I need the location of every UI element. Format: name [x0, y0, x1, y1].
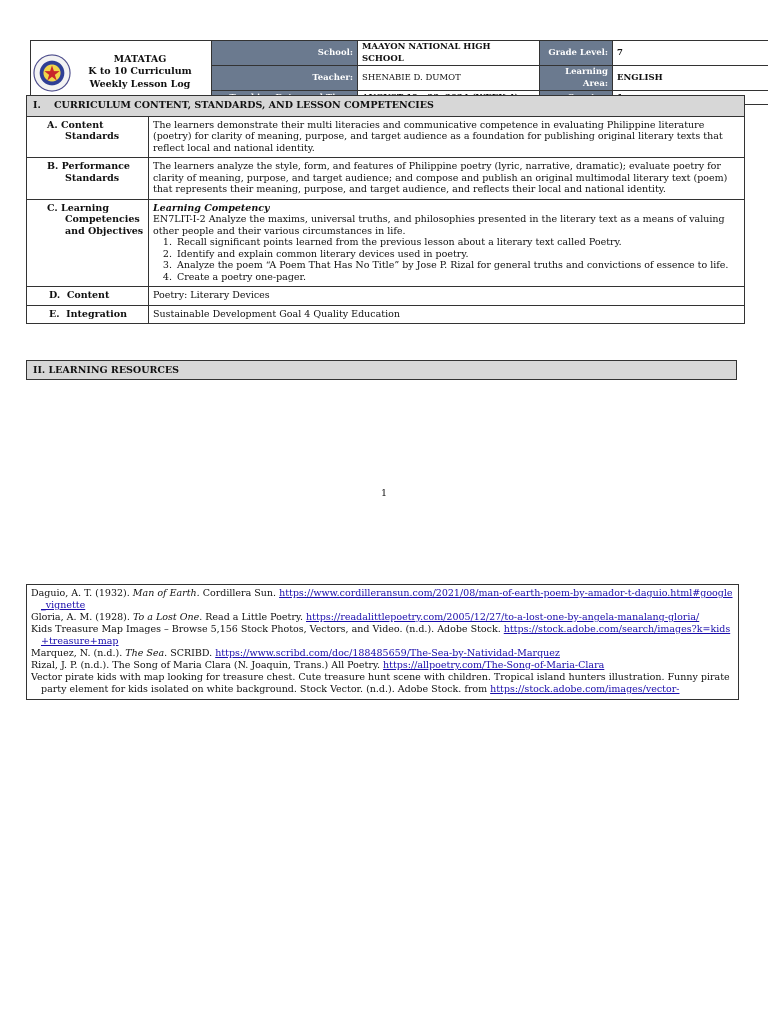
reference-item: Marquez, N. (n.d.). The Sea. SCRIBD. https://www.scribd.com/doc/188485659/The-Sea-by-Natividad-Marquez: [31, 648, 560, 659]
title-line-3: Weekly Lesson Log: [89, 78, 191, 90]
reference-item: Gloria, A. M. (1928). To a Lost One. Read a Little Poetry. https://readalittlepoetry.com/2005/12/27/to-a-lost-one-by-angela-manalang-gloria/: [31, 612, 700, 623]
grade-value: 7: [613, 41, 768, 66]
area-value: ENGLISH: [613, 66, 768, 91]
content-text: Poetry: Literary Devices: [149, 287, 745, 306]
curriculum-section: [26, 95, 745, 324]
section-1-heading: I. CURRICULUM CONTENT, STANDARDS, AND LESSON COMPETENCIES: [27, 96, 745, 117]
objective-item: 4. Create a poetry one-pager.: [175, 272, 740, 284]
competency-heading: Learning Competency: [153, 202, 270, 214]
reference-link[interactable]: https://stock.adobe.com/images/vector-: [490, 684, 680, 695]
content-standards-label: A. Content Standards: [27, 116, 149, 158]
references-box: [26, 584, 739, 700]
deped-seal-icon: [33, 54, 71, 92]
header-title: [71, 54, 209, 92]
performance-standards-label: B. Performance Standards: [27, 158, 149, 200]
competencies-label: C. Learning Competencies and Objectives: [27, 199, 149, 287]
reference-link[interactable]: https://readalittlepoetry.com/2005/12/27/to-a-lost-one-by-angela-manalang-gloria/: [306, 612, 700, 623]
reference-link[interactable]: https://stock.adobe.com/search/images?k=kids+treasure+map: [41, 624, 731, 647]
school-value: MAAYON NATIONAL HIGH SCHOOL: [358, 41, 540, 66]
page-number: 1: [380, 488, 388, 499]
objectives-list: [153, 237, 740, 283]
school-label: School:: [212, 41, 358, 66]
objective-item: 2. Identify and explain common literary devices used in poetry.: [175, 249, 740, 261]
grade-label: Grade Level:: [540, 41, 613, 66]
competency-text: EN7LIT-I-2 Analyze the maxims, universal truths, and philosophies presented in the literary text as a means of valuing other people and their various circumstances in life.: [153, 214, 725, 237]
reference-item: Kids Treasure Map Images – Browse 5,156 Stock Photos, Vectors, and Video. (n.d.). Adobe Stock. https://stock.adobe.com/search/images?k=kids+treasure+map: [31, 624, 731, 647]
area-label: Learning Area:: [540, 66, 613, 91]
objective-item: 3. Analyze the poem “A Poem That Has No Title” by Jose P. Rizal for general truths and convictions of essence to life.: [175, 260, 740, 272]
teacher-label: Teacher:: [212, 66, 358, 91]
content-standards-text: The learners demonstrate their multi literacies and communicative competence in evaluating Philippine literature (poetry) for clarity of meaning, purpose, and target audience as a foundation for publishing original literary texts that reflect local and national identity.: [149, 116, 745, 158]
integration-text: Sustainable Development Goal 4 Quality Education: [149, 305, 745, 324]
performance-standards-text: The learners analyze the style, form, and features of Philippine poetry (lyric, narrative, dramatic); evaluate poetry for clarity of meaning, purpose, and target audience; and compose and publish an original multimodal literary text (poem) that represents their meaning, purpose, and target audience, and reflects their local and national identity.: [149, 158, 745, 200]
title-line-1: MATATAG: [113, 53, 167, 65]
reference-link[interactable]: https://www.cordilleransun.com/2021/08/man-of-earth-poem-by-amador-t-daguio.html#google_vignette: [41, 588, 733, 611]
reference-item: Vector pirate kids with map looking for treasure chest. Cute treasure hunt scene with children. Tropical island hunters illustration. Funny pirate party element for kids isolated on white background. Stock Vector. (n.d.). Adobe Stock. from https://stock.adobe.com/images/vector-: [31, 672, 730, 695]
reference-link[interactable]: https://allpoetry.com/The-Song-of-Maria-Clara: [383, 660, 605, 671]
title-line-2: K to 10 Curriculum: [88, 66, 192, 78]
reference-item: Daguio, A. T. (1932). Man of Earth. Cordillera Sun. https://www.cordilleransun.com/2021/08/man-of-earth-poem-by-amador-t-daguio.html#google_vignette: [31, 588, 733, 611]
section-2-heading: II. LEARNING RESOURCES: [26, 360, 737, 380]
integration-label: E. Integration: [27, 305, 149, 324]
reference-item: Rizal, J. P. (n.d.). The Song of Maria Clara (N. Joaquin, Trans.) All Poetry. https://allpoetry.com/The-Song-of-Maria-Clara: [31, 660, 605, 671]
competencies-cell: [149, 199, 745, 287]
reference-link[interactable]: https://www.scribd.com/doc/188485659/The-Sea-by-Natividad-Marquez: [215, 648, 560, 659]
content-label: D. Content: [27, 287, 149, 306]
teacher-value: SHENABIE D. DUMOT: [358, 66, 540, 91]
objective-item: 1. Recall significant points learned from the previous lesson about a literary text called Poetry.: [175, 237, 740, 249]
